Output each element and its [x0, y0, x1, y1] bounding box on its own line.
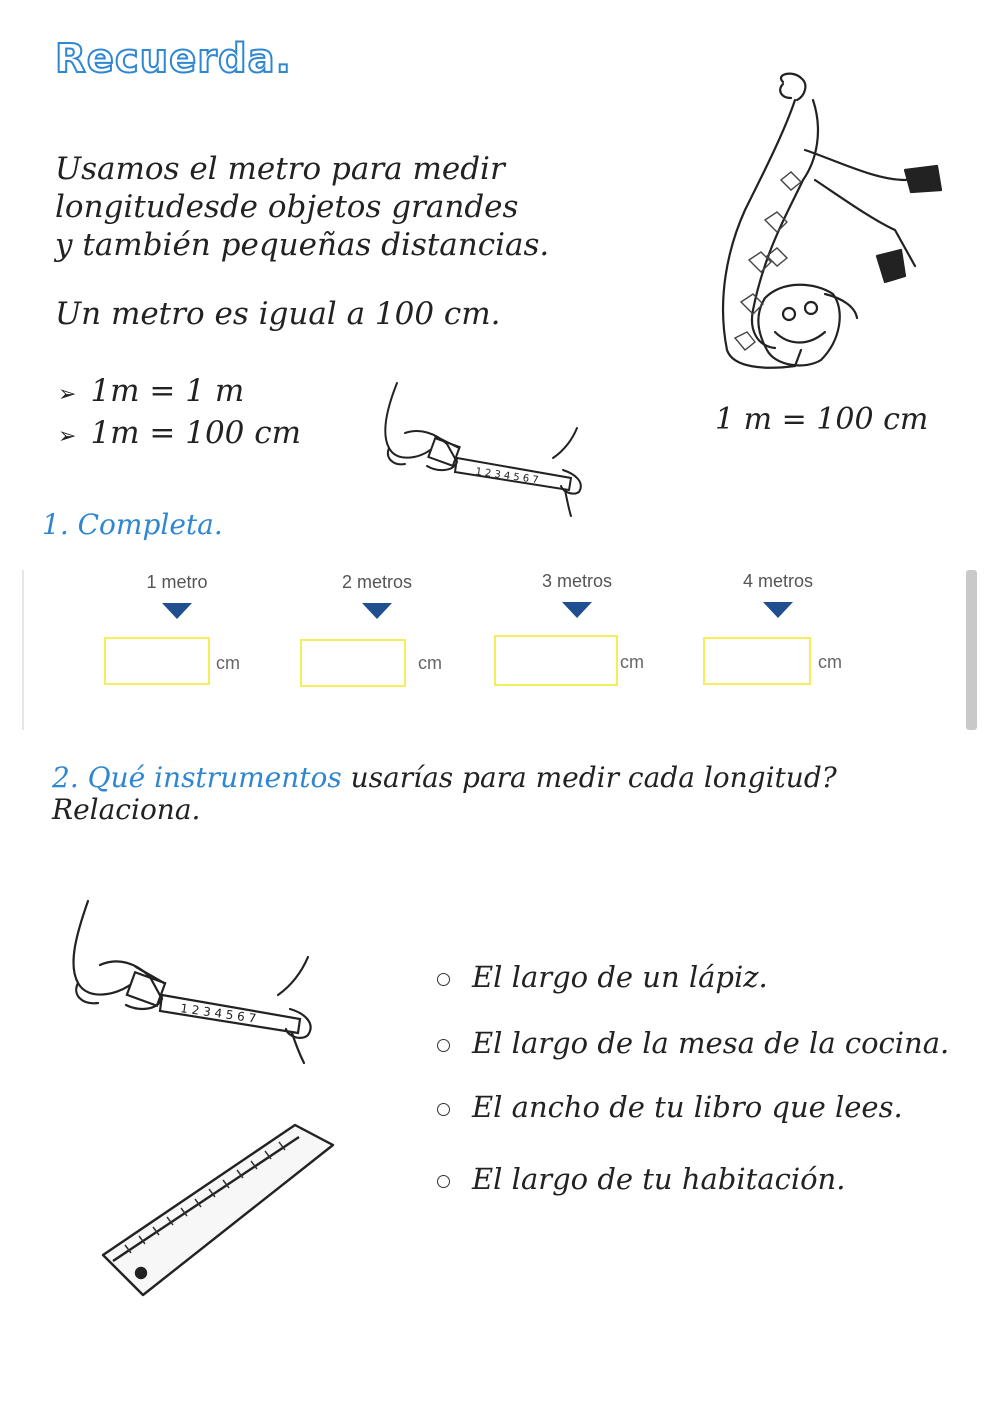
tape-measure-illustration: [375, 378, 590, 518]
intro-line-3: y también pequeñas distancias.: [55, 227, 550, 263]
giraffe-caption: 1 m = 100 cm: [715, 402, 929, 437]
circle-bullet-icon: [437, 1103, 450, 1116]
measure-label: 1 metro: [146, 572, 208, 592]
intro-line-2: longitudesde objetos grandes: [55, 189, 519, 225]
arrow-bullet-icon: ➢: [58, 424, 77, 449]
answer-input-3[interactable]: [494, 635, 618, 686]
list-item[interactable]: El largo de un lápiz.: [437, 960, 768, 994]
giraffe-illustration: [705, 70, 945, 380]
section1-heading: 1. Completa.: [42, 508, 223, 541]
list-item[interactable]: El largo de la mesa de la cocina.: [437, 1026, 949, 1060]
circle-bullet-icon: [437, 1175, 450, 1188]
down-arrow-icon: [162, 603, 192, 619]
unit-label: cm: [620, 652, 644, 672]
down-arrow-icon: [362, 603, 392, 619]
unit-label: cm: [818, 652, 842, 672]
circle-bullet-icon: [437, 1039, 450, 1052]
measure-item-3: [502, 571, 652, 618]
unit-label: cm: [216, 653, 240, 673]
bullet-list: [58, 372, 301, 456]
section2-heading-blue: 2. Qué instrumentos: [52, 761, 342, 794]
measure-item-1: [102, 572, 252, 619]
section2-heading-rest: usarías para medir cada longitud?: [350, 761, 837, 794]
measure-item-4: [703, 571, 853, 618]
circle-bullet-icon: [437, 973, 450, 986]
answer-input-1[interactable]: [104, 637, 210, 685]
arrow-bullet-icon: ➢: [58, 382, 77, 407]
intro-line-1: Usamos el metro para medir: [55, 151, 505, 187]
section2-subheading: Relaciona.: [52, 793, 201, 826]
bullet-item: ➢ 1m = 100 cm: [58, 415, 302, 451]
tape-numbers: 1 2 3 4 5 6 7: [179, 1001, 258, 1026]
answer-input-2[interactable]: [300, 639, 406, 687]
equivalence-text: Un metro es igual a 100 cm.: [55, 296, 501, 332]
measure-label: 2 metros: [341, 572, 413, 592]
down-arrow-icon: [562, 602, 592, 618]
page-title: Recuerda.: [55, 36, 292, 82]
panel-scrollbar[interactable]: [966, 570, 977, 730]
unit-label: cm: [418, 653, 442, 673]
measure-label: 4 metros: [742, 571, 814, 591]
answer-input-4[interactable]: [703, 637, 811, 685]
measure-item-2: [302, 572, 452, 619]
down-arrow-icon: [763, 602, 793, 618]
list-item[interactable]: El largo de tu habitación.: [437, 1162, 845, 1196]
bullet-item: ➢ 1m = 1 m: [58, 373, 245, 409]
measure-label: 3 metros: [541, 571, 613, 591]
tape-numbers: 1 2 3 4 5 6 7: [474, 466, 540, 487]
tape-measure-option-illustration: [60, 895, 325, 1065]
intro-text: [55, 150, 549, 264]
ruler-illustration: [95, 1115, 340, 1305]
section2-heading: [52, 762, 837, 826]
list-item[interactable]: El ancho de tu libro que lees.: [437, 1090, 903, 1124]
